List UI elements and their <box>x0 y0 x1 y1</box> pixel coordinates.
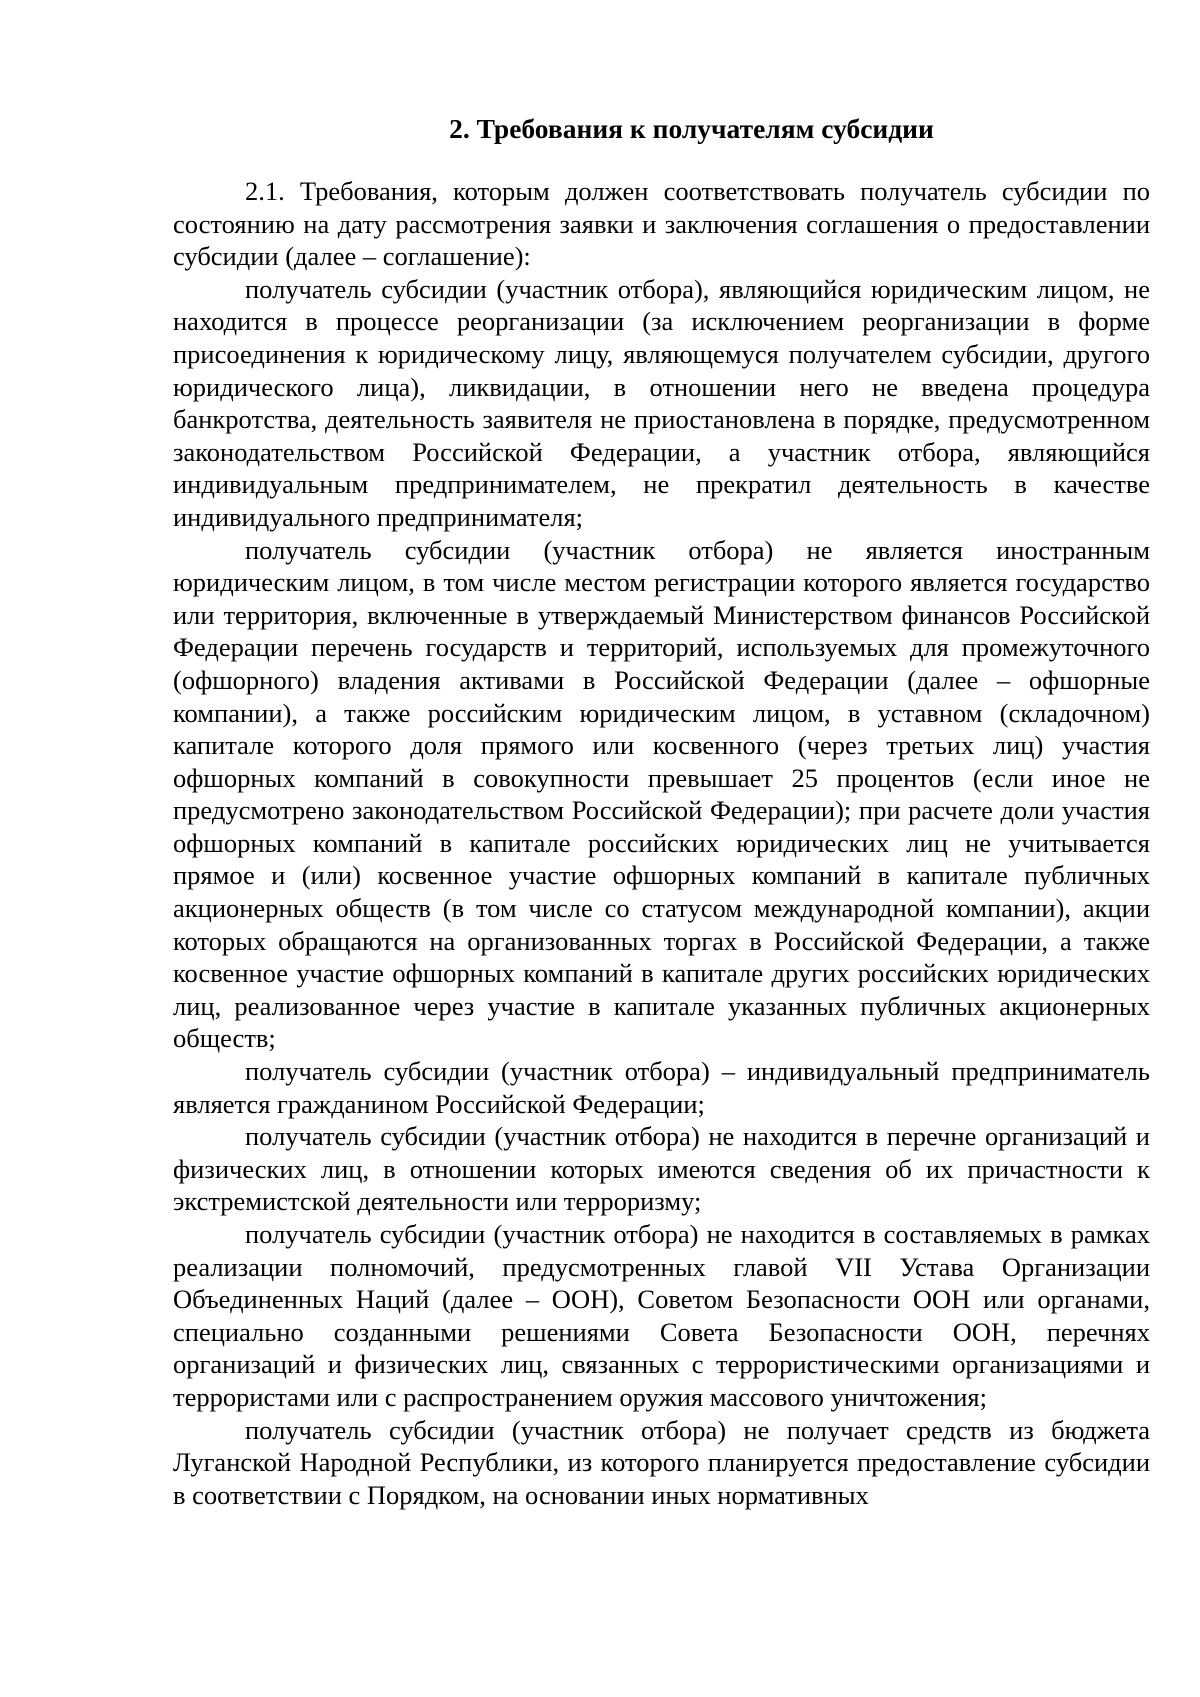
paragraph-2-1: 2.1. Требования, которым должен соответствовать получатель субсидии по состоянию на дату рассмотрения заявки и заключения соглашения о предоставлении субсидии (далее – соглашение): <box>173 176 1150 272</box>
document-body <box>173 110 1150 1511</box>
paragraph-citizenship: получатель субсидии (участник отбора) – индивидуальный предприниматель является гражданином Российской Федерации; <box>173 1056 1150 1119</box>
paragraph-legal-entity-status: получатель субсидии (участник отбора), являющийся юридическим лицом, не находится в процессе реорганизации (за исключением реорганизации в форме присоединения к юридическому лицу, являющемуся получателем субсидии, другого юридического лица), ликвидации, в отношении него не введена процедура банкротства, деятельность заявителя не приостановлена в порядке, предусмотренном законодательством Российской Федерации, а участник отбора, являющийся индивидуальным предпринимателем, не прекратил деятельность в качестве индивидуального предпринимателя; <box>173 273 1150 532</box>
paragraph-budget-funds: получатель субсидии (участник отбора) не получает средств из бюджета Луганской Народной Республики, из которого планируется предоставление субсидии в соответствии с Порядком, на основании иных нормативных <box>173 1414 1150 1510</box>
paragraph-un-sanctions-list: получатель субсидии (участник отбора) не находится в составляемых в рамках реализации полномочий, предусмотренных главой VII Устава Организации Объединенных Наций (далее – ООН), Советом Безопасности ООН или органами, специально созданными решениями Совета Безопасности ООН, перечнях организаций и физических лиц, связанных с террористическими организациями и террористами или с распространением оружия массового уничтожения; <box>173 1219 1150 1412</box>
paragraph-offshore-companies: получатель субсидии (участник отбора) не является иностранным юридическим лицом, в том числе местом регистрации которого является государство или территория, включенные в утверждаемый Министерством финансов Российской Федерации перечень государств и территорий, используемых для промежуточного (офшорного) владения активами в Российской Федерации (далее – офшорные компании), а также российским юридическим лицом, в уставном (складочном) капитале которого доля прямого или косвенного (через третьих лиц) участия офшорных компаний в совокупности превышает 25 процентов (если иное не предусмотрено законодательством Российской Федерации); при расчете доли участия офшорных компаний в капитале российских юридических лиц не учитывается прямое и (или) косвенное участие офшорных компаний в капитале публичных акционерных обществ (в том числе со статусом международной компании), акции которых обращаются на организованных торгах в Российской Федерации, а также косвенное участие офшорных компаний в капитале других российских юридических лиц, реализованное через участие в капитале указанных публичных акционерных обществ; <box>173 534 1150 1054</box>
paragraph-extremism-list: получатель субсидии (участник отбора) не находится в перечне организаций и физических лиц, в отношении которых имеются сведения об их причастности к экстремистской деятельности или терроризму; <box>173 1121 1150 1217</box>
section-heading: 2. Требования к получателям субсидии <box>449 113 934 144</box>
